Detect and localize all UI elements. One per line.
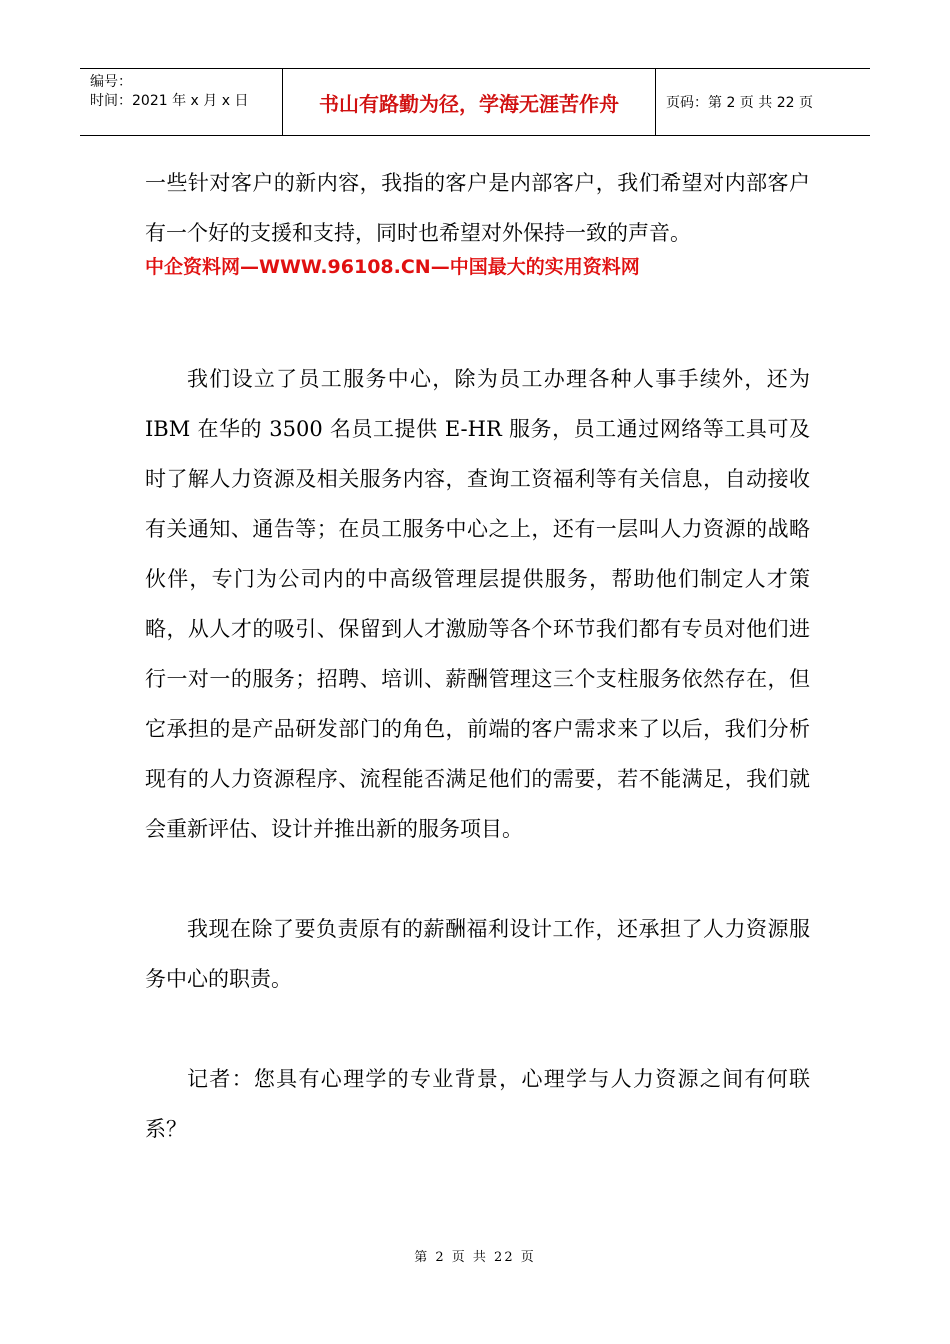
header-meta [80, 69, 282, 135]
paragraph-4: 记者：您具有心理学的专业背景，心理学与人力资源之间有何联系？ [145, 1067, 810, 1141]
paragraph-3: 我现在除了要负责原有的薪酬福利设计工作，还承担了人力资源服务中心的职责。 [145, 917, 810, 991]
page-footer: 第 2 页 共 22 页 [414, 1250, 536, 1265]
spacer [145, 280, 810, 354]
document-time-label: 时间：2021 年 x 月 x 日 [90, 93, 249, 109]
document-header [80, 68, 870, 136]
document-number-label: 编号： [90, 74, 132, 90]
spacer [145, 1004, 810, 1054]
paragraph-1: 一些针对客户的新内容，我指的客户是内部客户，我们希望对内部客户有一个好的支援和支持，同时也希望对外保持一致的声音。 [145, 171, 810, 245]
header-motto: 书山有路勤为径，学海无涯苦作舟 [282, 69, 656, 135]
ad-banner-line: 中企资料网—WWW.96108.CN—中国最大的实用资料网 [145, 256, 640, 278]
document-body [145, 158, 810, 1154]
header-page-info: 页码：第 2 页 共 22 页 [666, 95, 813, 111]
spacer [145, 854, 810, 904]
paragraph-2: 我们设立了员工服务中心，除为员工办理各种人事手续外，还为IBM 在华的 3500 名员工提供 E-HR 服务，员工通过网络等工具可及时了解人力资源及相关服务内容，查询工资福利等有关信息，自动接收有关通知、通告等；在员工服务中心之上，还有一层叫人力资源的战略伙伴，专门为公司内的中高级管理层提供服务，帮助他们制定人才策略，从人才的吸引、保留到人才激励等各个环节我们都有专员对他们进行一对一的服务；招聘、培训、薪酬管理这三个支柱服务依然存在，但它承担的是产品研发部门的角色，前端的客户需求来了以后，我们分析现有的人力资源程序、流程能否满足他们的需要，若不能满足，我们就会重新评估、设计并推出新的服务项目。 [145, 367, 810, 841]
